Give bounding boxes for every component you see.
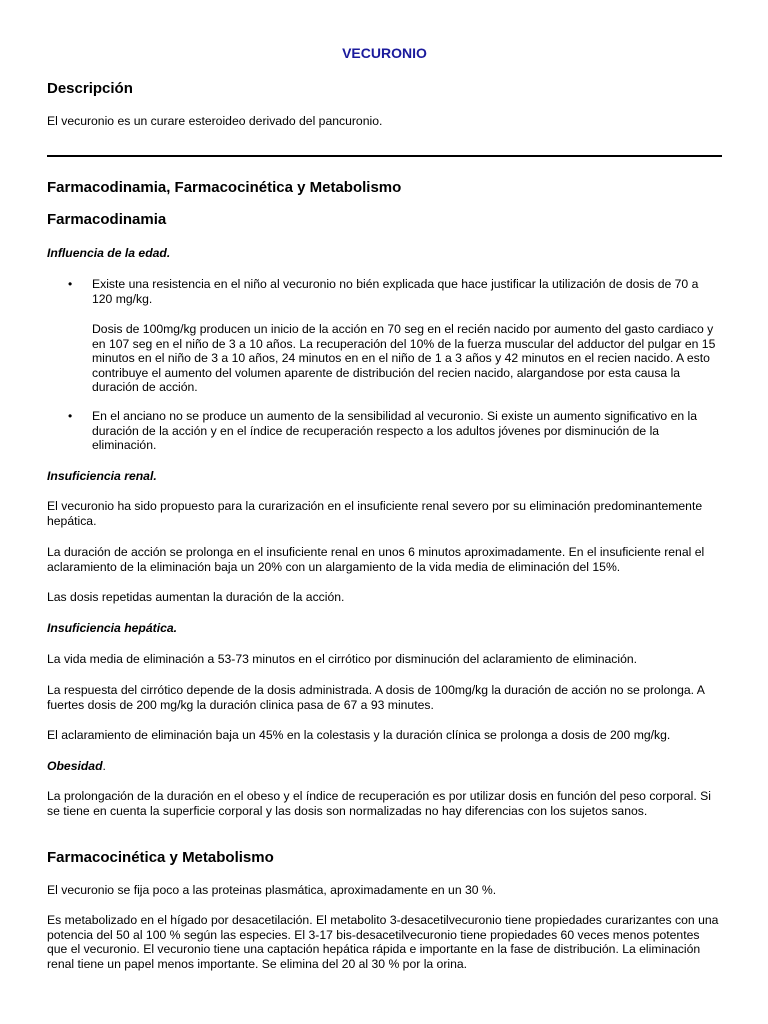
- label-insuficiencia-hepatica: Insuficiencia hepática.: [47, 621, 178, 635]
- label-obesidad: Obesidad: [47, 759, 103, 773]
- bullet-text-ninos-continuation: Dosis de 100mg/kg producen un inicio de la acción en 70 seg en el recién nacido por aumento del gasto cardiaco y en 107 seg en el niño de 3 a 10 años. La recuperación del 10% de la fuerza muscular del adductor del pulgar en 15 minutos en el niño de 3 a 10 años, 24 minutos en en el niño de 1 a 3 años y 42 minutos en el recien nacido. A esto contribuye el aumento del volumen aparente de distribución del recien nacido, alargandose por esta causa la duración de acción.: [92, 322, 716, 394]
- subsection-heading-farmacodinamia: Farmacodinamia: [47, 211, 167, 228]
- obesidad-paragraph: La prolongación de la duración en el obeso y el índice de recuperación es por utilizar dosis en función del peso corporal. Si se tiene en cuenta la superficie corporal y las dosis son normalizadas no hay diferencias con los sujetos sanos.: [47, 789, 711, 818]
- document-title: VECURONIO: [342, 45, 427, 61]
- hepatica-paragraph-3: El aclaramiento de eliminación baja un 45% en la colestasis y la duración clínica se prolonga a dosis de 200 mg/kg.: [47, 728, 671, 742]
- label-obesidad-line: [47, 759, 722, 774]
- renal-paragraph-3: Las dosis repetidas aumentan la duración de la acción.: [47, 590, 345, 604]
- bullet-text-ninos: Existe una resistencia en el niño al vecuronio no bién explicada que hace justificar la utilización de dosis de 70 a 120 mg/kg.: [92, 277, 699, 306]
- bullet-point-2: •: [68, 409, 73, 423]
- label-influencia-edad: Influencia de la edad.: [47, 246, 171, 260]
- renal-paragraph-1: El vecuronio ha sido propuesto para la curarización en el insuficiente renal severo por su eliminación predominantemente hepática.: [47, 499, 703, 528]
- hepatica-paragraph-2: La respuesta del cirrótico depende de la dosis administrada. A dosis de 100mg/kg la duración de acción no se prolonga. A fuertes dosis de 200 mg/kg la duración clinica pasa de 67 a 93 minutes.: [47, 683, 705, 712]
- section-heading-farmacocinetica: Farmacocinética y Metabolismo: [47, 849, 274, 866]
- hepatica-paragraph-1: La vida media de eliminación a 53-73 minutos en el cirrótico por disminución del aclaramiento de eliminación.: [47, 652, 638, 666]
- bullet-text-anciano: En el anciano no se produce un aumento de la sensibilidad al vecuronio. Si existe un aumento significativo en la duración de la acción y en el índice de recuperación respecto a los adultos jóvenes por disminución de la eliminación.: [92, 409, 698, 452]
- farmacocinetica-paragraph-2: Es metabolizado en el hígado por desacetilación. El metabolito 3-desacetilvecuronio tiene propiedades curarizantes con una potencia del 50 al 100 % según las especies. El 3-17 bis-desacetilvecuronio tiene propiedades 60 veces menos potentes que el vecuronio. El vecuronio tiene una captación hepática rápida e importante en la fase de distribución. La eliminación renal tiene un papel menos importante. Se elimina del 20 al 30 % por la orina.: [47, 913, 719, 971]
- section-heading-farmacodinamia-farmacocinetica: Farmacodinamia, Farmacocinética y Metabolismo: [47, 179, 402, 196]
- section-divider: [47, 155, 722, 157]
- label-insuficiencia-renal: Insuficiencia renal.: [47, 469, 157, 483]
- descripcion-heading: Descripción: [47, 80, 133, 97]
- bullet-point-1: •: [68, 277, 73, 291]
- label-obesidad-period: .: [102, 759, 106, 773]
- renal-paragraph-2: La duración de acción se prolonga en el insuficiente renal en unos 6 minutos aproximadamente. En el insuficiente renal el aclaramiento de la eliminación baja un 20% con un alargamiento de la vida media de eliminación del 15%.: [47, 545, 705, 574]
- farmacocinetica-paragraph-1: El vecuronio se fija poco a las proteinas plasmática, aproximadamente en un 30 %.: [47, 883, 497, 897]
- descripcion-text: El vecuronio es un curare esteroideo derivado del pancuronio.: [47, 114, 383, 128]
